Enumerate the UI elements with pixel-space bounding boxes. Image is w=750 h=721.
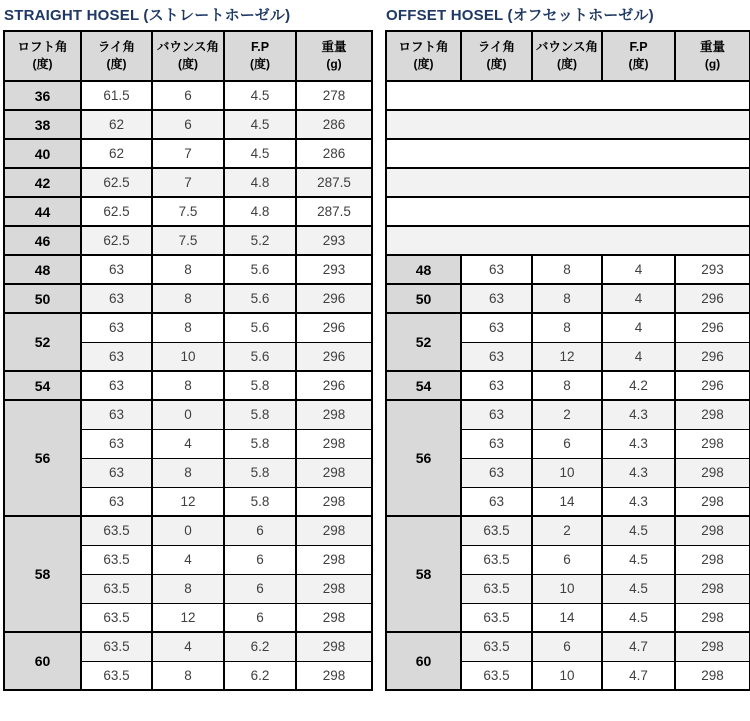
table-row bbox=[386, 110, 750, 139]
spec-value-cell: 63.5 bbox=[461, 516, 532, 545]
spec-value-cell: 62.5 bbox=[81, 168, 152, 197]
spec-value-cell: 4 bbox=[152, 429, 224, 458]
table-row bbox=[386, 197, 750, 226]
empty-cell bbox=[386, 226, 750, 255]
spec-value-cell: 63.5 bbox=[461, 632, 532, 661]
table-row bbox=[386, 400, 750, 429]
spec-value-cell: 298 bbox=[675, 400, 750, 429]
header-row bbox=[386, 31, 750, 81]
spec-value-cell: 287.5 bbox=[296, 168, 372, 197]
empty-cell bbox=[386, 81, 750, 110]
spec-value-cell: 8 bbox=[532, 255, 602, 284]
table-row bbox=[4, 168, 372, 197]
spec-value-cell: 296 bbox=[296, 342, 372, 371]
straight-hosel-title: STRAIGHT HOSEL (ストレートホーゼル) bbox=[4, 7, 291, 24]
spec-value-cell: 63 bbox=[461, 284, 532, 313]
spec-value-cell: 6 bbox=[224, 603, 296, 632]
spec-value-cell: 63 bbox=[461, 313, 532, 342]
spec-value-cell: 296 bbox=[675, 342, 750, 371]
spec-value-cell: 63.5 bbox=[461, 545, 532, 574]
spec-value-cell: 12 bbox=[152, 487, 224, 516]
spec-value-cell: 298 bbox=[296, 603, 372, 632]
table-row bbox=[386, 632, 750, 661]
loft-angle-cell: 50 bbox=[386, 284, 461, 313]
table-row bbox=[386, 81, 750, 110]
spec-value-cell: 8 bbox=[532, 313, 602, 342]
spec-value-cell: 7 bbox=[152, 168, 224, 197]
spec-value-cell: 63 bbox=[81, 429, 152, 458]
spec-value-cell: 6.2 bbox=[224, 632, 296, 661]
loft-angle-cell: 48 bbox=[386, 255, 461, 284]
spec-value-cell: 63.5 bbox=[81, 574, 152, 603]
offset-hosel-table-header bbox=[386, 31, 750, 81]
spec-value-cell: 62 bbox=[81, 139, 152, 168]
spec-value-cell: 278 bbox=[296, 81, 372, 110]
column-header: バウンス角 (度) bbox=[152, 31, 224, 81]
table-row bbox=[4, 255, 372, 284]
loft-angle-cell: 46 bbox=[4, 226, 81, 255]
table-row bbox=[386, 168, 750, 197]
table-row bbox=[386, 226, 750, 255]
spec-value-cell: 296 bbox=[296, 313, 372, 342]
spec-value-cell: 4.5 bbox=[224, 110, 296, 139]
spec-value-cell: 63 bbox=[461, 400, 532, 429]
loft-angle-cell: 40 bbox=[4, 139, 81, 168]
spec-value-cell: 10 bbox=[532, 458, 602, 487]
loft-angle-cell: 38 bbox=[4, 110, 81, 139]
spec-value-cell: 63 bbox=[461, 458, 532, 487]
spec-value-cell: 296 bbox=[675, 284, 750, 313]
table-row bbox=[4, 197, 372, 226]
spec-value-cell: 296 bbox=[675, 313, 750, 342]
column-header: 重量 (g) bbox=[296, 31, 372, 81]
spec-value-cell: 298 bbox=[675, 429, 750, 458]
empty-cell bbox=[386, 197, 750, 226]
loft-angle-cell: 56 bbox=[386, 400, 461, 516]
spec-value-cell: 8 bbox=[532, 284, 602, 313]
spec-value-cell: 4.5 bbox=[602, 516, 675, 545]
spec-value-cell: 63 bbox=[461, 371, 532, 400]
spec-value-cell: 63 bbox=[81, 400, 152, 429]
spec-value-cell: 6 bbox=[152, 81, 224, 110]
table-row bbox=[4, 284, 372, 313]
table-row bbox=[386, 255, 750, 284]
column-header: ライ角 (度) bbox=[461, 31, 532, 81]
spec-value-cell: 62.5 bbox=[81, 226, 152, 255]
empty-cell bbox=[386, 110, 750, 139]
spec-value-cell: 286 bbox=[296, 110, 372, 139]
spec-value-cell: 286 bbox=[296, 139, 372, 168]
spec-value-cell: 4 bbox=[152, 545, 224, 574]
spec-value-cell: 8 bbox=[152, 284, 224, 313]
spec-value-cell: 8 bbox=[152, 371, 224, 400]
straight-hosel-table-header bbox=[4, 31, 372, 81]
spec-value-cell: 4.5 bbox=[602, 574, 675, 603]
spec-value-cell: 62.5 bbox=[81, 197, 152, 226]
spec-value-cell: 6 bbox=[224, 516, 296, 545]
spec-value-cell: 2 bbox=[532, 400, 602, 429]
spec-value-cell: 4 bbox=[602, 284, 675, 313]
spec-value-cell: 8 bbox=[152, 574, 224, 603]
spec-value-cell: 4.5 bbox=[602, 603, 675, 632]
loft-angle-cell: 60 bbox=[386, 632, 461, 690]
spec-value-cell: 63.5 bbox=[461, 603, 532, 632]
table-row bbox=[386, 313, 750, 342]
spec-value-cell: 12 bbox=[152, 603, 224, 632]
spec-value-cell: 5.8 bbox=[224, 429, 296, 458]
spec-value-cell: 6 bbox=[152, 110, 224, 139]
spec-value-cell: 63 bbox=[81, 371, 152, 400]
loft-angle-cell: 58 bbox=[4, 516, 81, 632]
empty-cell bbox=[386, 139, 750, 168]
loft-angle-cell: 58 bbox=[386, 516, 461, 632]
straight-hosel-table-body bbox=[4, 81, 372, 690]
column-header: ライ角 (度) bbox=[81, 31, 152, 81]
loft-angle-cell: 42 bbox=[4, 168, 81, 197]
spec-value-cell: 63.5 bbox=[81, 603, 152, 632]
spec-value-cell: 293 bbox=[296, 255, 372, 284]
spec-value-cell: 5.6 bbox=[224, 255, 296, 284]
offset-hosel-section bbox=[385, 4, 749, 691]
table-row bbox=[4, 371, 372, 400]
spec-value-cell: 298 bbox=[296, 632, 372, 661]
spec-value-cell: 6 bbox=[224, 545, 296, 574]
spec-value-cell: 4.3 bbox=[602, 458, 675, 487]
spec-value-cell: 7.5 bbox=[152, 197, 224, 226]
spec-value-cell: 298 bbox=[675, 574, 750, 603]
spec-value-cell: 4.8 bbox=[224, 168, 296, 197]
spec-value-cell: 4.5 bbox=[602, 545, 675, 574]
spec-value-cell: 2 bbox=[532, 516, 602, 545]
spec-value-cell: 63 bbox=[81, 458, 152, 487]
loft-angle-cell: 50 bbox=[4, 284, 81, 313]
spec-value-cell: 63.5 bbox=[81, 632, 152, 661]
table-row bbox=[4, 516, 372, 545]
spec-value-cell: 10 bbox=[532, 661, 602, 690]
loft-angle-cell: 52 bbox=[4, 313, 81, 371]
loft-angle-cell: 54 bbox=[386, 371, 461, 400]
spec-value-cell: 4 bbox=[152, 632, 224, 661]
spec-value-cell: 10 bbox=[532, 574, 602, 603]
spec-value-cell: 5.8 bbox=[224, 400, 296, 429]
spec-value-cell: 287.5 bbox=[296, 197, 372, 226]
spec-value-cell: 293 bbox=[675, 255, 750, 284]
spec-value-cell: 298 bbox=[296, 574, 372, 603]
spec-value-cell: 8 bbox=[532, 371, 602, 400]
spec-value-cell: 4 bbox=[602, 342, 675, 371]
spec-value-cell: 63 bbox=[81, 313, 152, 342]
spec-value-cell: 4.3 bbox=[602, 487, 675, 516]
table-row bbox=[4, 313, 372, 342]
spec-value-cell: 5.6 bbox=[224, 284, 296, 313]
column-header: バウンス角 (度) bbox=[532, 31, 602, 81]
spec-value-cell: 63.5 bbox=[81, 661, 152, 690]
loft-angle-cell: 54 bbox=[4, 371, 81, 400]
loft-angle-cell: 52 bbox=[386, 313, 461, 371]
spec-value-cell: 7.5 bbox=[152, 226, 224, 255]
spec-value-cell: 298 bbox=[675, 661, 750, 690]
loft-angle-cell: 44 bbox=[4, 197, 81, 226]
spec-value-cell: 5.6 bbox=[224, 342, 296, 371]
spec-value-cell: 5.8 bbox=[224, 458, 296, 487]
spec-value-cell: 296 bbox=[296, 284, 372, 313]
spec-value-cell: 298 bbox=[296, 545, 372, 574]
spec-value-cell: 4.8 bbox=[224, 197, 296, 226]
spec-value-cell: 63 bbox=[461, 487, 532, 516]
spec-value-cell: 4 bbox=[602, 255, 675, 284]
spec-value-cell: 298 bbox=[296, 400, 372, 429]
column-header: F.P (度) bbox=[602, 31, 675, 81]
spec-value-cell: 8 bbox=[152, 313, 224, 342]
spec-value-cell: 8 bbox=[152, 255, 224, 284]
column-header: F.P (度) bbox=[224, 31, 296, 81]
spec-value-cell: 0 bbox=[152, 400, 224, 429]
straight-hosel-table bbox=[3, 30, 373, 691]
spec-value-cell: 4.2 bbox=[602, 371, 675, 400]
spec-value-cell: 6 bbox=[224, 574, 296, 603]
spec-value-cell: 298 bbox=[675, 603, 750, 632]
table-row bbox=[4, 226, 372, 255]
spec-value-cell: 4.3 bbox=[602, 429, 675, 458]
spec-value-cell: 298 bbox=[296, 458, 372, 487]
spec-value-cell: 6 bbox=[532, 545, 602, 574]
spec-value-cell: 14 bbox=[532, 487, 602, 516]
spec-value-cell: 6 bbox=[532, 632, 602, 661]
spec-value-cell: 5.2 bbox=[224, 226, 296, 255]
spec-value-cell: 298 bbox=[675, 516, 750, 545]
loft-angle-cell: 48 bbox=[4, 255, 81, 284]
table-row bbox=[386, 371, 750, 400]
spec-value-cell: 4.7 bbox=[602, 632, 675, 661]
spec-value-cell: 8 bbox=[152, 661, 224, 690]
loft-angle-cell: 60 bbox=[4, 632, 81, 690]
spec-value-cell: 63.5 bbox=[81, 545, 152, 574]
spec-value-cell: 63 bbox=[461, 255, 532, 284]
table-row bbox=[386, 516, 750, 545]
table-row bbox=[386, 139, 750, 168]
spec-value-cell: 63 bbox=[81, 284, 152, 313]
empty-cell bbox=[386, 168, 750, 197]
spec-value-cell: 63 bbox=[81, 487, 152, 516]
spec-value-cell: 63 bbox=[461, 342, 532, 371]
spec-value-cell: 296 bbox=[675, 371, 750, 400]
spec-value-cell: 63 bbox=[81, 255, 152, 284]
table-row bbox=[4, 632, 372, 661]
spec-value-cell: 296 bbox=[296, 371, 372, 400]
loft-angle-cell: 36 bbox=[4, 81, 81, 110]
table-row bbox=[386, 284, 750, 313]
spec-value-cell: 12 bbox=[532, 342, 602, 371]
spec-value-cell: 298 bbox=[296, 661, 372, 690]
table-row bbox=[4, 110, 372, 139]
spec-value-cell: 14 bbox=[532, 603, 602, 632]
spec-value-cell: 7 bbox=[152, 139, 224, 168]
column-header: ロフト角 (度) bbox=[4, 31, 81, 81]
spec-value-cell: 4.5 bbox=[224, 81, 296, 110]
spec-value-cell: 10 bbox=[152, 342, 224, 371]
spec-value-cell: 63.5 bbox=[81, 516, 152, 545]
spec-value-cell: 298 bbox=[675, 458, 750, 487]
column-header: ロフト角 (度) bbox=[386, 31, 461, 81]
spec-value-cell: 298 bbox=[296, 487, 372, 516]
column-header: 重量 (g) bbox=[675, 31, 750, 81]
spec-value-cell: 4.5 bbox=[224, 139, 296, 168]
spec-value-cell: 6.2 bbox=[224, 661, 296, 690]
spec-value-cell: 298 bbox=[675, 632, 750, 661]
spec-value-cell: 298 bbox=[296, 429, 372, 458]
header-row bbox=[4, 31, 372, 81]
spec-value-cell: 0 bbox=[152, 516, 224, 545]
spec-value-cell: 63.5 bbox=[461, 574, 532, 603]
spec-value-cell: 61.5 bbox=[81, 81, 152, 110]
spec-value-cell: 298 bbox=[296, 516, 372, 545]
table-row bbox=[4, 400, 372, 429]
loft-angle-cell: 56 bbox=[4, 400, 81, 516]
offset-hosel-title: OFFSET HOSEL (オフセットホーゼル) bbox=[386, 7, 654, 24]
spec-value-cell: 5.8 bbox=[224, 371, 296, 400]
spec-value-cell: 8 bbox=[152, 458, 224, 487]
table-row bbox=[4, 81, 372, 110]
spec-value-cell: 298 bbox=[675, 487, 750, 516]
spec-value-cell: 4 bbox=[602, 313, 675, 342]
offset-hosel-table-body bbox=[386, 81, 750, 690]
spec-value-cell: 63 bbox=[461, 429, 532, 458]
offset-hosel-table bbox=[385, 30, 750, 691]
spec-value-cell: 293 bbox=[296, 226, 372, 255]
spec-value-cell: 4.3 bbox=[602, 400, 675, 429]
straight-hosel-section bbox=[3, 4, 371, 691]
spec-value-cell: 63 bbox=[81, 342, 152, 371]
table-row bbox=[4, 139, 372, 168]
spec-value-cell: 62 bbox=[81, 110, 152, 139]
spec-value-cell: 4.7 bbox=[602, 661, 675, 690]
spec-value-cell: 63.5 bbox=[461, 661, 532, 690]
spec-value-cell: 5.8 bbox=[224, 487, 296, 516]
spec-value-cell: 5.6 bbox=[224, 313, 296, 342]
spec-value-cell: 298 bbox=[675, 545, 750, 574]
spec-value-cell: 6 bbox=[532, 429, 602, 458]
